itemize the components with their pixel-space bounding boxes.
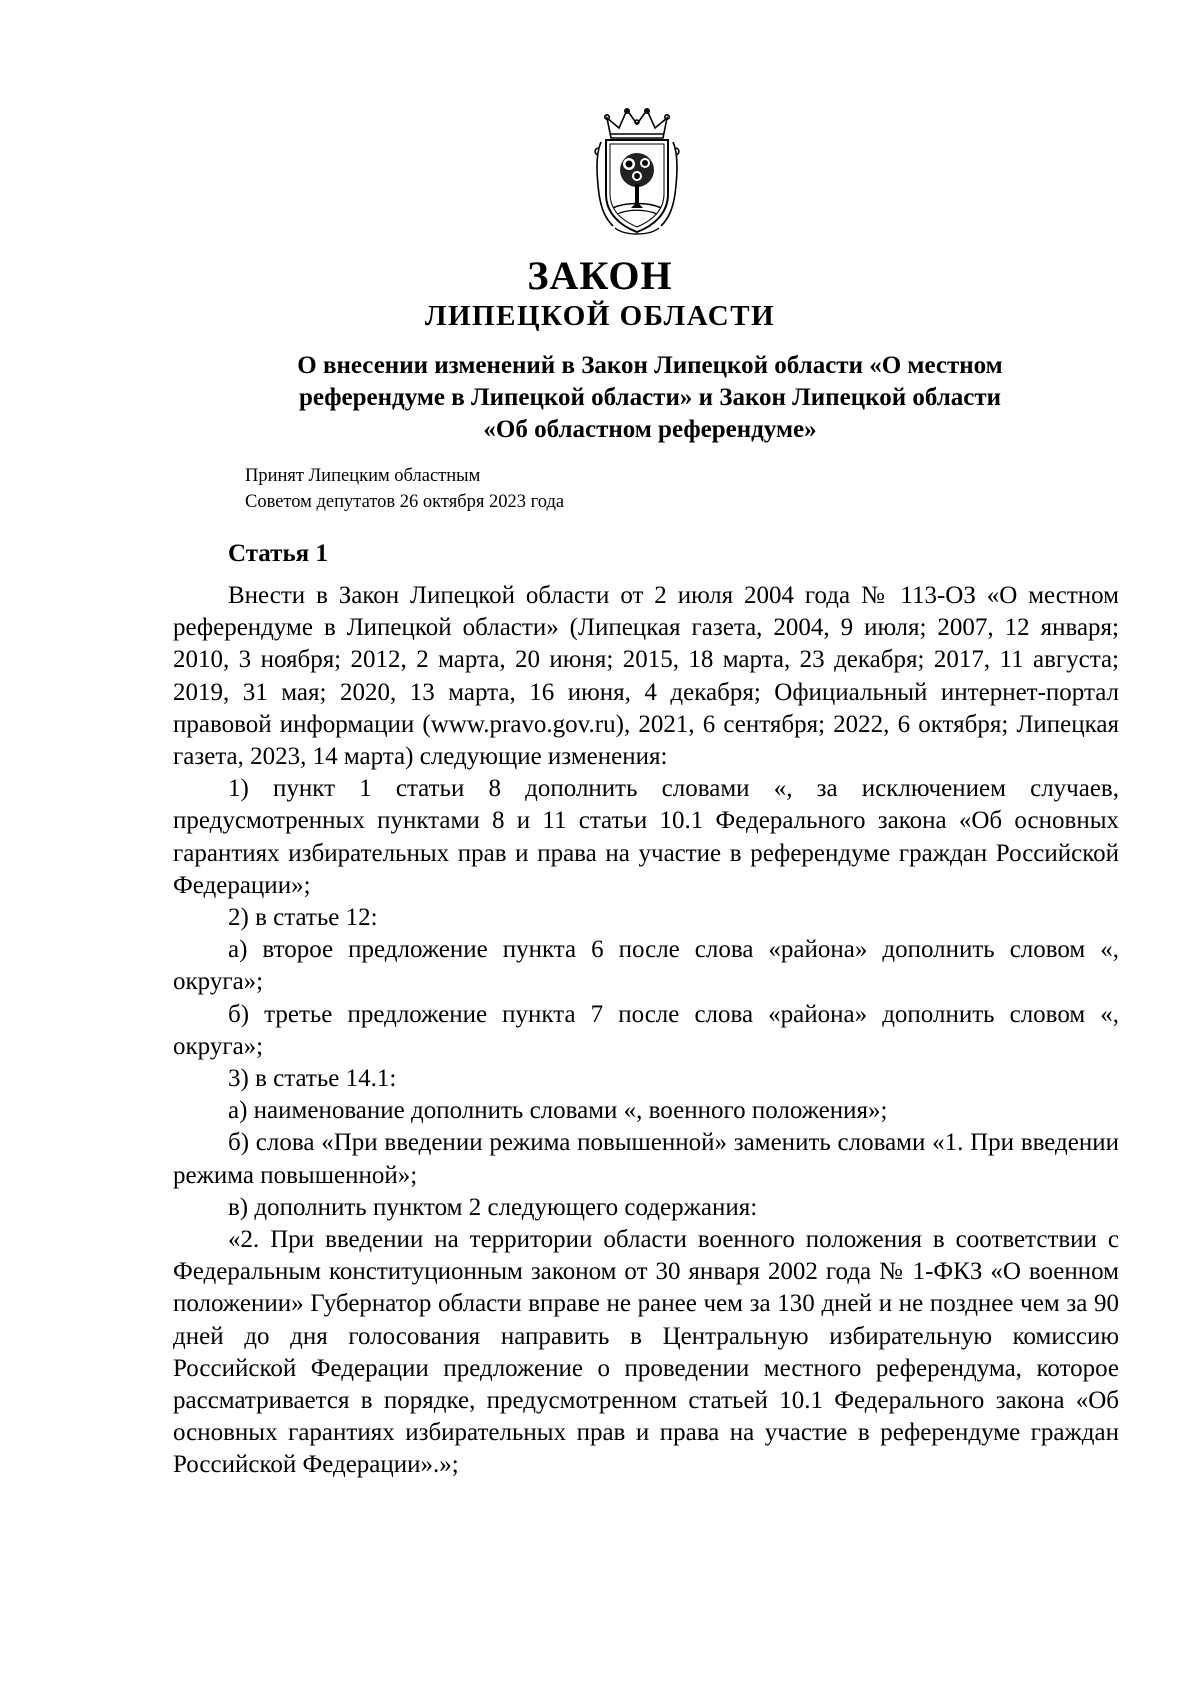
law-heading-line: референдуме в Липецкой области» и Закон Липецкой области <box>298 384 1002 411</box>
paragraph: «2. При введении на территории области военного положения в соответствии с Федеральным конституционным законом от 30 января 2002 года № 1-ФКЗ «О военном положении» Губернатор области вправе не ранее чем за 130 дней и не позднее чем за 90 дней до дня голосования направить в Центральную избирательную комиссию Российской Федерации предложение о проведении местного референдума, которое рассматривается в порядке, предусмотренном статьей 10.1 Федерального закона «Об основных гарантиях избирательных прав и права на участие в референдуме граждан Российской Федерации».»; <box>173 1226 1119 1479</box>
law-heading-line: «Об областном референдуме» <box>483 416 817 443</box>
paragraph: 1) пункт 1 статьи 8 дополнить словами «, за исключением случаев, предусмотренных пунктами 8 и 11 статьи 10.1 Федерального закона «Об основных гарантиях избирательных прав и права на участие в референдуме граждан Российской Федерации»; <box>173 775 1119 899</box>
article-title: Статья 1 <box>228 540 328 567</box>
paragraph: Внести в Закон Липецкой области от 2 июля 2004 года № 113-ОЗ «О местном референдуме в Липецкой области» (Липецкая газета, 2004, 9 июля; 2007, 12 января; 2010, 3 ноября; 2012, 2 марта, 20 июня; 2015, 18 марта, 23 декабря; 2017, 11 августа; 2019, 31 мая; 2020, 13 марта, 16 июня, 4 декабря; Официальный интернет-портал правовой информации (www.pravo.gov.ru), 2021, 6 сентября; 2022, 6 октября; Липецкая газета, 2023, 14 марта) следующие изменения: <box>173 582 1119 771</box>
adoption-note-line: Советом депутатов 26 октября 2023 года <box>245 492 565 512</box>
paragraph: в) дополнить пунктом 2 следующего содержания: <box>228 1193 758 1221</box>
paragraph: 3) в статье 14.1: <box>228 1065 397 1093</box>
adoption-note-line: Принят Липецким областным <box>245 466 481 486</box>
coat-of-arms-icon <box>593 108 681 240</box>
paragraph: а) наименование дополнить словами «, военного положения»; <box>228 1097 888 1125</box>
document-title: ЗАКОН <box>527 253 673 298</box>
paragraph: б) третье предложение пункта 7 после слова «района» дополнить словом «, округа»; <box>173 1000 1119 1060</box>
law-heading <box>200 350 1100 446</box>
article-body <box>173 580 1119 1482</box>
adoption-note <box>245 463 564 515</box>
paragraph: 2) в статье 12: <box>228 904 378 932</box>
document-subtitle: ЛИПЕЦКОЙ ОБЛАСТИ <box>424 300 776 332</box>
law-heading-line: О внесении изменений в Закон Липецкой области «О местном <box>297 352 1003 379</box>
paragraph: б) слова «При введении режима повышенной» заменить словами «1. При введении режима повышенной»; <box>173 1129 1119 1189</box>
paragraph: а) второе предложение пункта 6 после слова «района» дополнить словом «, округа»; <box>173 936 1119 996</box>
